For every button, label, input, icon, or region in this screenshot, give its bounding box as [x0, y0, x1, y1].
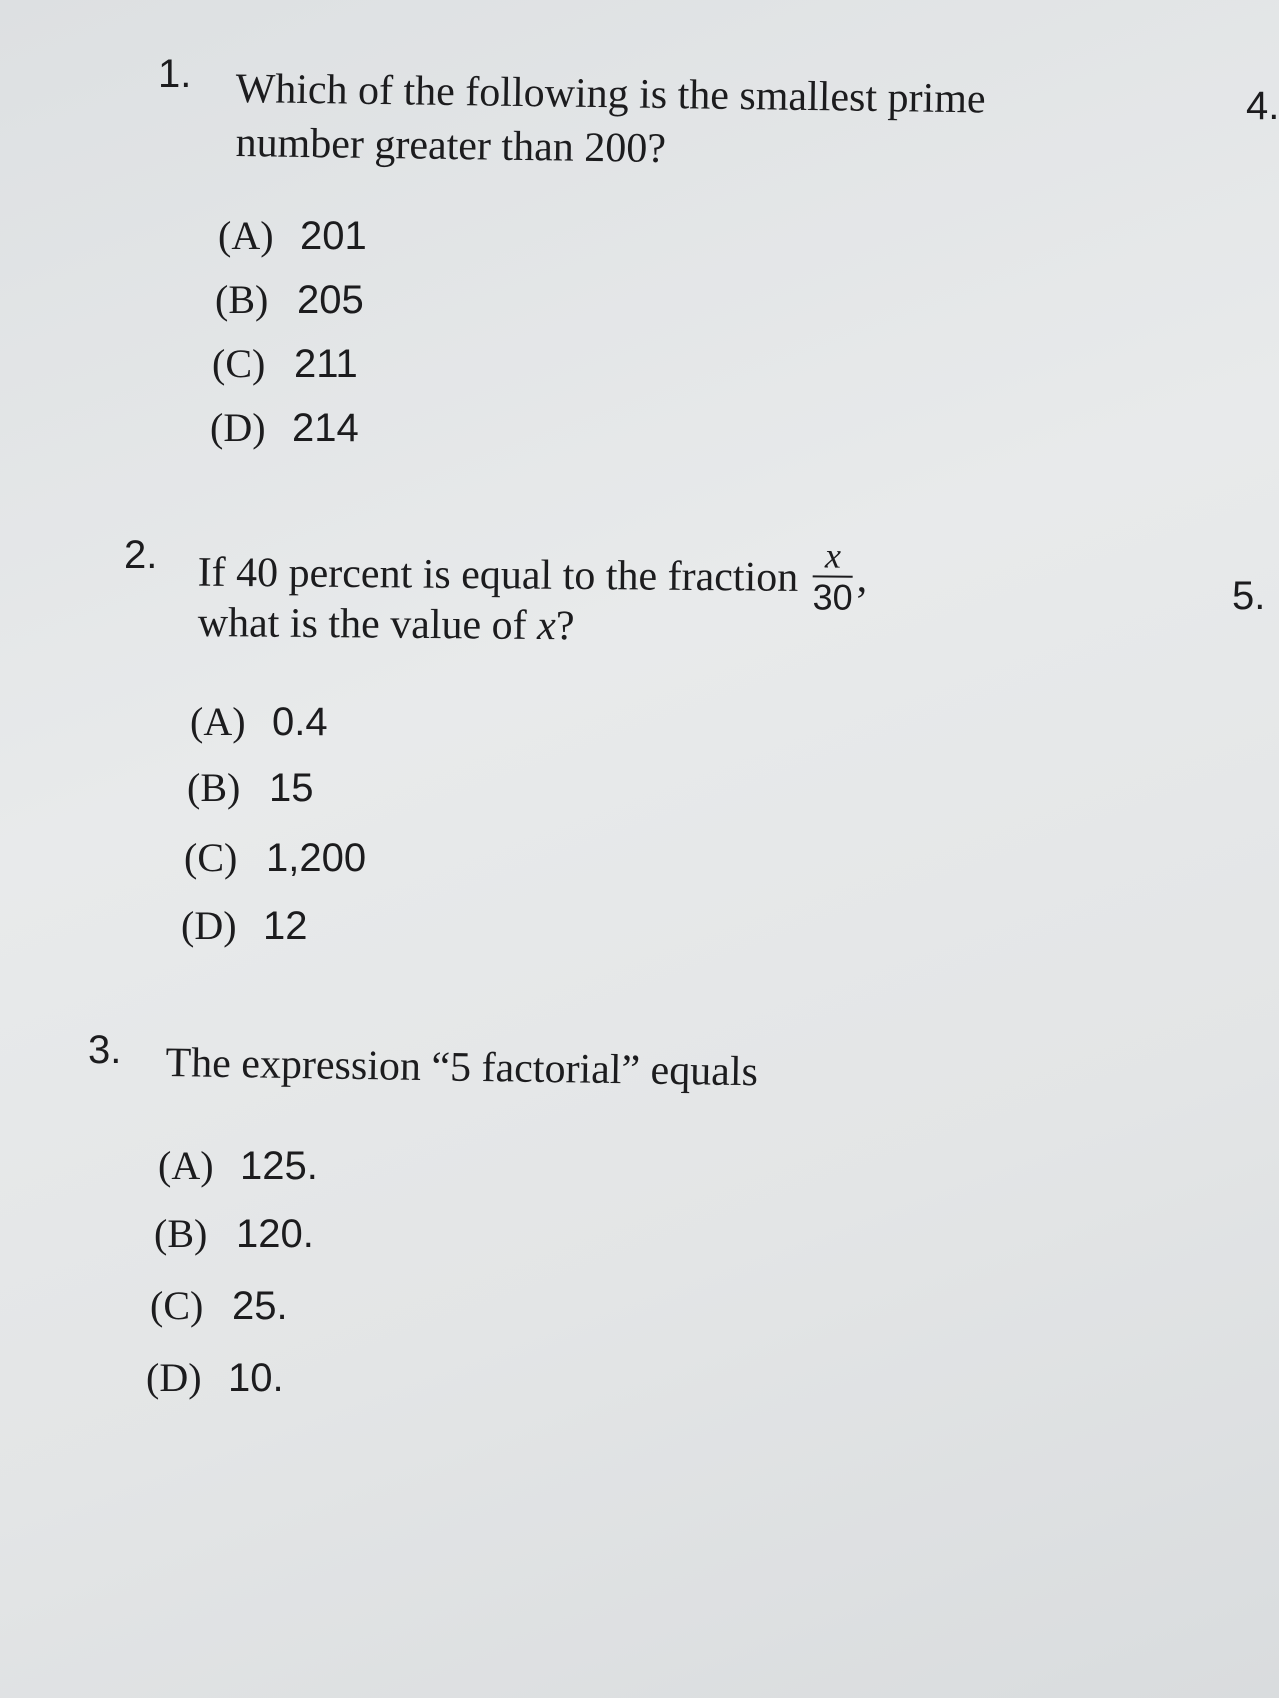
option-value: 120. [236, 1212, 314, 1256]
question-number: 1. [158, 52, 192, 96]
option-value: 0.4 [272, 700, 328, 744]
option-value: 205 [297, 278, 364, 322]
answer-option[interactable] [158, 1142, 318, 1189]
fraction-numerator: x [813, 537, 853, 577]
answer-option[interactable] [212, 340, 358, 387]
option-letter: (B) [215, 277, 269, 322]
option-value: 214 [292, 406, 359, 450]
answer-option[interactable] [215, 276, 364, 323]
question-text: what is the value of [197, 599, 527, 649]
option-letter: (B) [154, 1211, 208, 1256]
option-value: 1,200 [266, 836, 367, 880]
question-text-line-2: number greater than 200? [235, 119, 667, 173]
answer-option[interactable] [210, 404, 359, 451]
answer-option[interactable] [181, 902, 308, 949]
answer-option[interactable] [154, 1210, 314, 1257]
option-letter: (D) [210, 405, 266, 450]
option-value: 201 [300, 214, 367, 258]
variable: x [536, 602, 557, 650]
option-letter: (A) [218, 213, 274, 258]
question-text: If 40 percent is equal to the fraction [197, 549, 799, 601]
answer-option[interactable] [218, 212, 367, 259]
question-text-line-1: Which of the following is the smallest prime [235, 65, 986, 123]
option-letter: (D) [181, 903, 237, 948]
fraction-denominator: 30 [812, 576, 853, 618]
answer-option[interactable] [146, 1354, 284, 1401]
option-letter: (C) [212, 341, 266, 386]
answer-option[interactable] [187, 764, 314, 811]
punctuation: , [856, 555, 868, 602]
punctuation: ? [555, 603, 575, 650]
next-column-question-number: 5. [1232, 574, 1266, 618]
option-letter: (D) [146, 1355, 202, 1400]
option-value: 12 [263, 904, 308, 948]
answer-option[interactable] [190, 698, 328, 745]
question-number: 3. [88, 1028, 122, 1072]
answer-option[interactable] [184, 834, 366, 881]
option-value: 15 [269, 766, 314, 810]
option-value: 125. [240, 1144, 318, 1188]
option-letter: (A) [158, 1143, 214, 1188]
question-number: 2. [124, 533, 158, 577]
option-letter: (C) [184, 835, 238, 880]
option-value: 25. [232, 1284, 288, 1328]
question-text-line-1: The expression “5 factorial” equals [165, 1039, 759, 1096]
question-text-line-2 [198, 596, 575, 653]
option-letter: (B) [187, 765, 241, 810]
option-value: 10. [228, 1356, 284, 1400]
option-letter: (A) [190, 699, 246, 744]
next-column-question-number: 4. [1246, 84, 1279, 128]
fraction [812, 537, 853, 617]
answer-option[interactable] [150, 1282, 288, 1329]
option-letter: (C) [150, 1283, 204, 1328]
option-value: 211 [294, 342, 358, 386]
